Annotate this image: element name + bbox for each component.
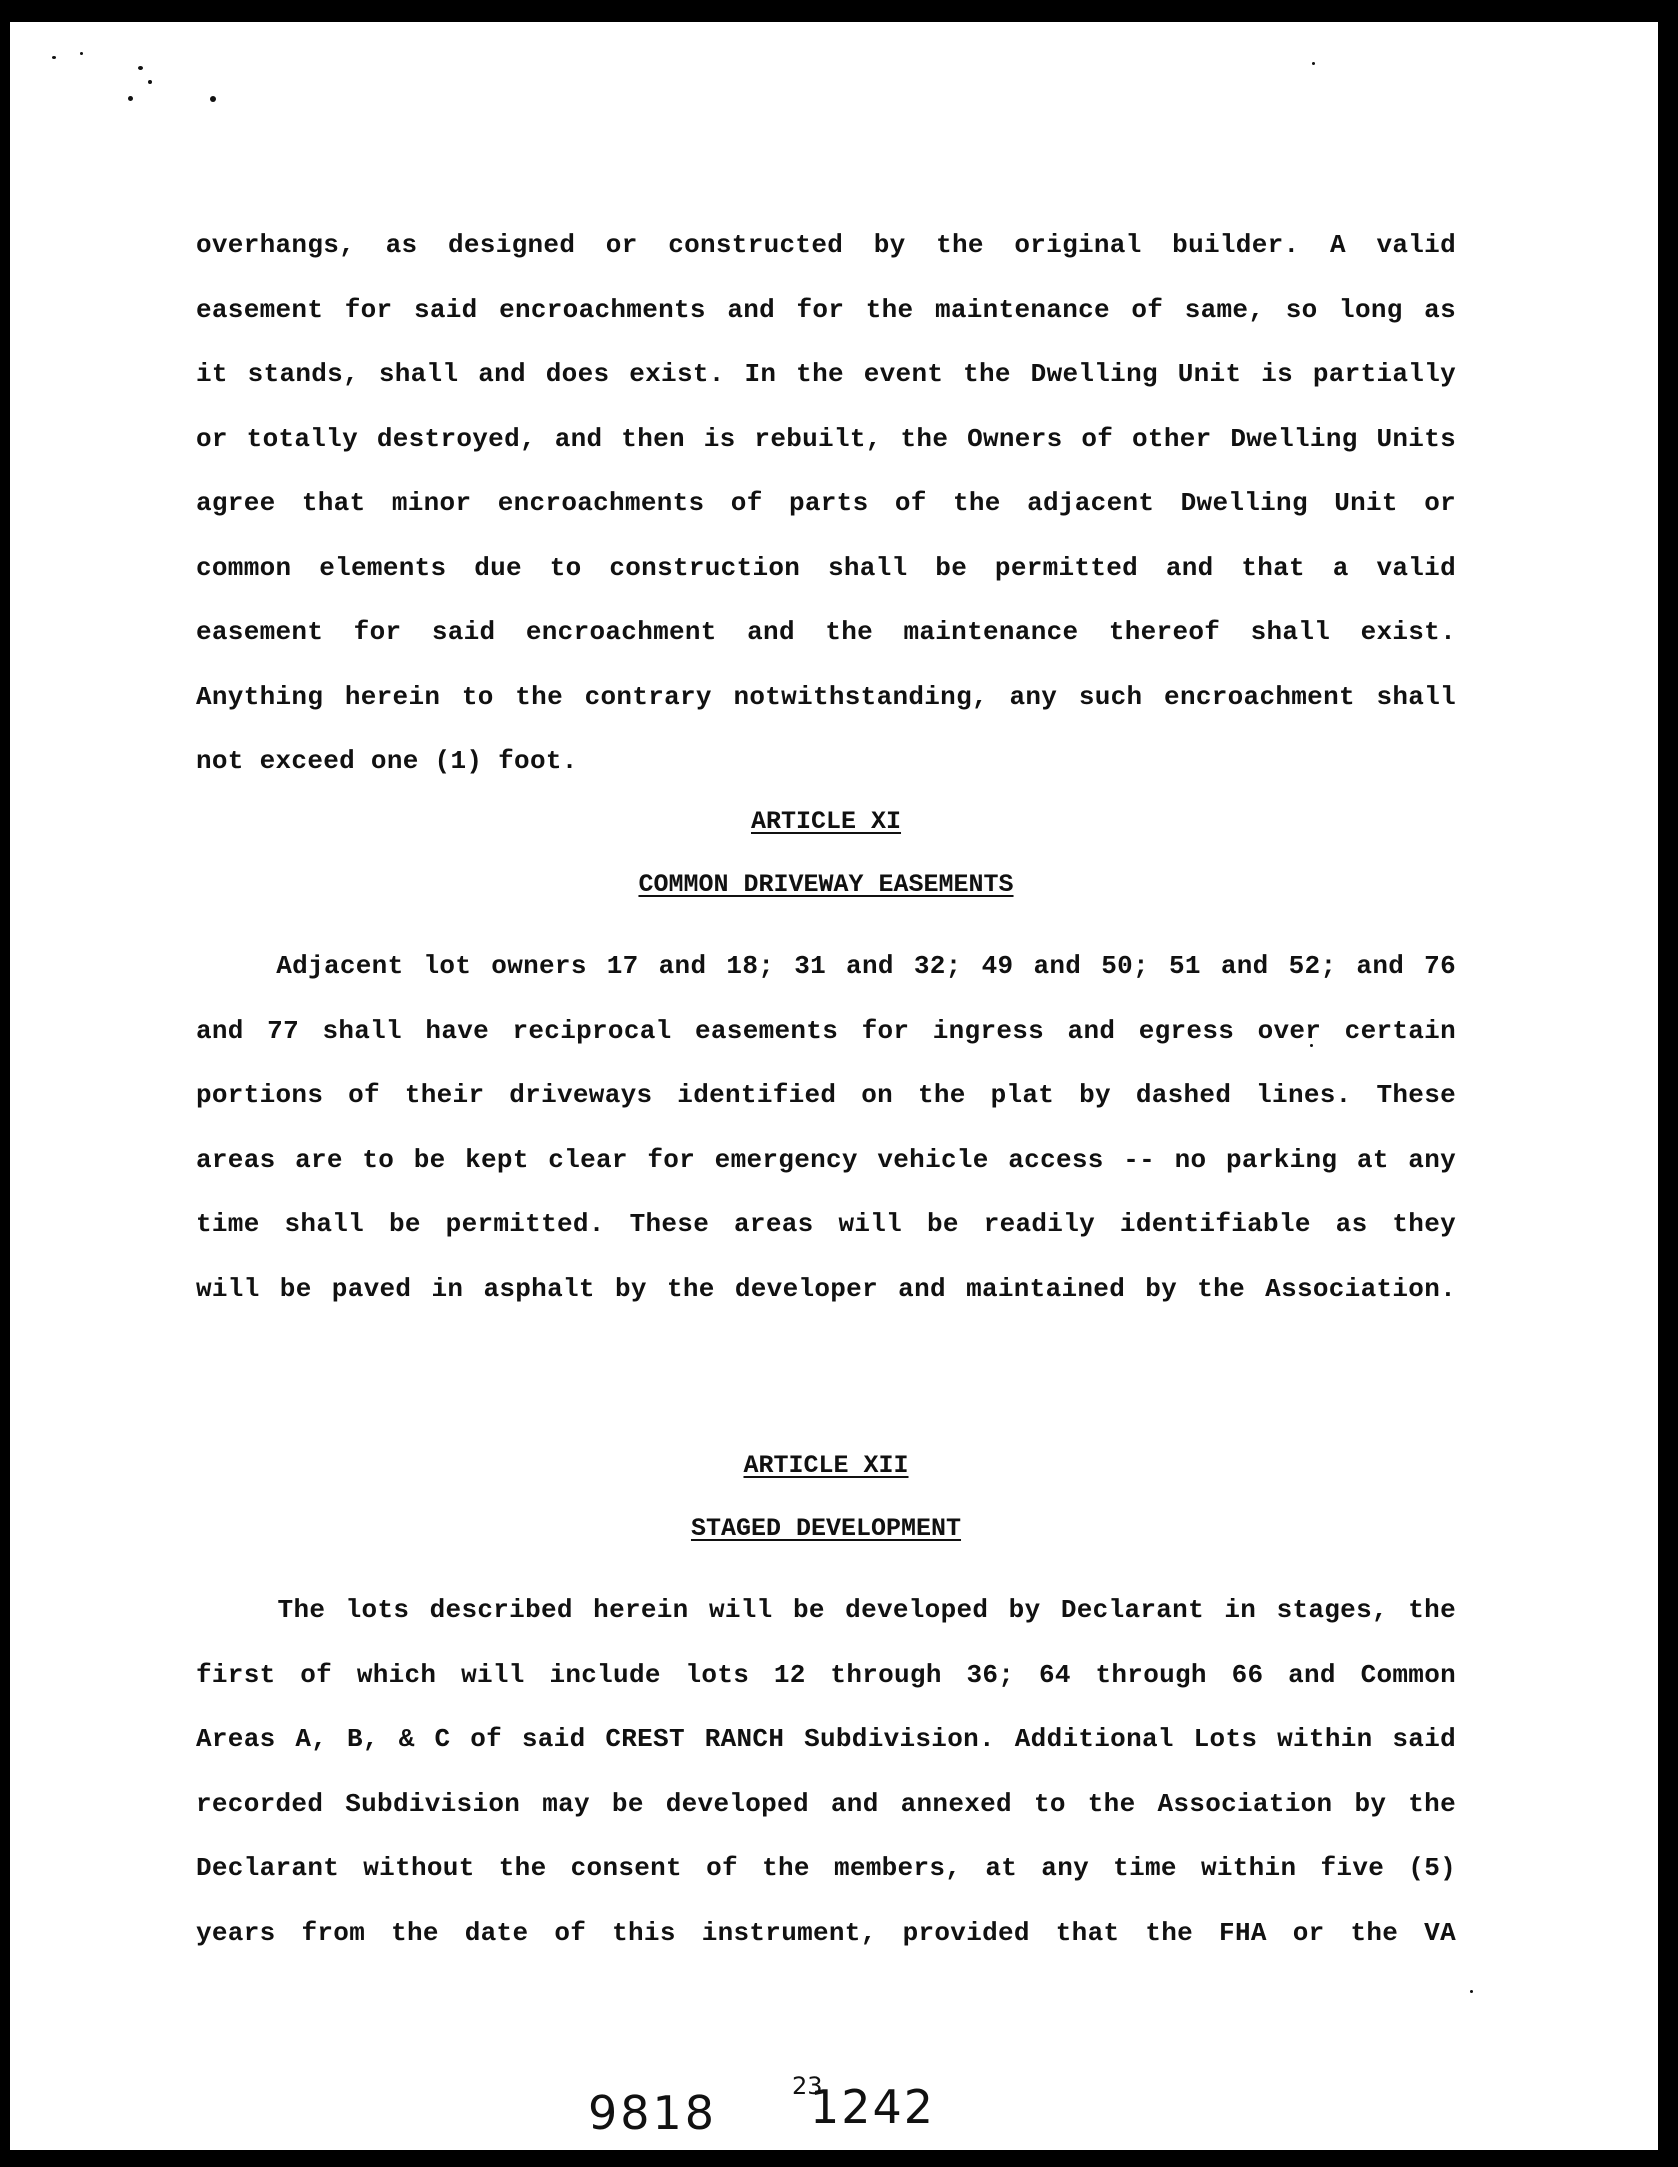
paragraph-line: recorded Subdivision may be developed and annexed to the Association by the [196,1788,1456,1819]
paragraph-line: easement for said encroachments and for the maintenance of same, so long as [196,294,1456,325]
page-superscript: 23 [792,2072,823,2100]
paragraph-line: Areas A, B, & C of said CREST RANCH Subdivision. Additional Lots within said [196,1724,1456,1754]
article-xi-heading: ARTICLE XI [750,807,902,836]
paragraph-line: not exceed one (1) foot. [196,746,578,776]
scan-speck [80,52,83,55]
scan-speck [52,56,56,59]
paragraph-line: portions of their driveways identified on the plat by dashed lines. These [196,1080,1456,1110]
paragraph-line: will be paved in asphalt by the developer and maintained by the Association. [196,1273,1456,1304]
paragraph-line: The lots described herein will be developed by Declarant in stages, the [196,1595,1456,1625]
paragraph-line: agree that minor encroachments of parts of the adjacent Dwelling Unit or [196,488,1456,518]
book-number: 9818 [588,2086,718,2140]
scan-speck [138,66,143,70]
page-number: 1242 [810,2080,936,2134]
document-page [10,22,1658,2150]
paragraph-line: Anything herein to the contrary notwithstanding, any such encroachment shall [196,681,1456,712]
paragraph-line: Adjacent lot owners 17 and 18; 31 and 32; 49 and 50; 51 and 52; and 76 [196,951,1456,981]
scan-speck [148,80,152,84]
article-xii-title: STAGED DEVELOPMENT [690,1514,962,1543]
paragraph-line: Declarant without the consent of the members, at any time within five (5) [196,1853,1456,1883]
paragraph-line: or totally destroyed, and then is rebuilt, the Owners of other Dwelling Units [196,423,1456,454]
paragraph-line: overhangs, as designed or constructed by the original builder. A valid [196,230,1456,260]
paragraph-line: and 77 shall have reciprocal easements for ingress and egress over certain [196,1015,1456,1046]
article-xi-title: COMMON DRIVEWAY EASEMENTS [638,870,1014,899]
paragraph-line: areas are to be kept clear for emergency vehicle access -- no parking at any [196,1144,1456,1175]
paragraph-line: time shall be permitted. These areas will be readily identifiable as they [196,1209,1456,1239]
continuation-paragraph [196,213,1456,794]
paragraph-line: it stands, shall and does exist. In the event the Dwelling Unit is partially [196,359,1456,389]
paragraph-line: first of which will include lots 12 through 36; 64 through 66 and Common [196,1659,1456,1690]
article-xi-body [196,934,1456,1321]
scan-speck [1470,1990,1473,1993]
scan-speck [210,96,216,102]
article-xii-body [196,1578,1456,1965]
paragraph-line: easement for said encroachment and the maintenance thereof shall exist. [196,617,1456,647]
paragraph-line: common elements due to construction shall be permitted and that a valid [196,552,1456,583]
article-xii-heading: ARTICLE XII [743,1451,909,1480]
paragraph-line: years from the date of this instrument, provided that the FHA or the VA [196,1917,1456,1948]
scan-speck [128,96,133,101]
scan-speck [1312,62,1315,65]
